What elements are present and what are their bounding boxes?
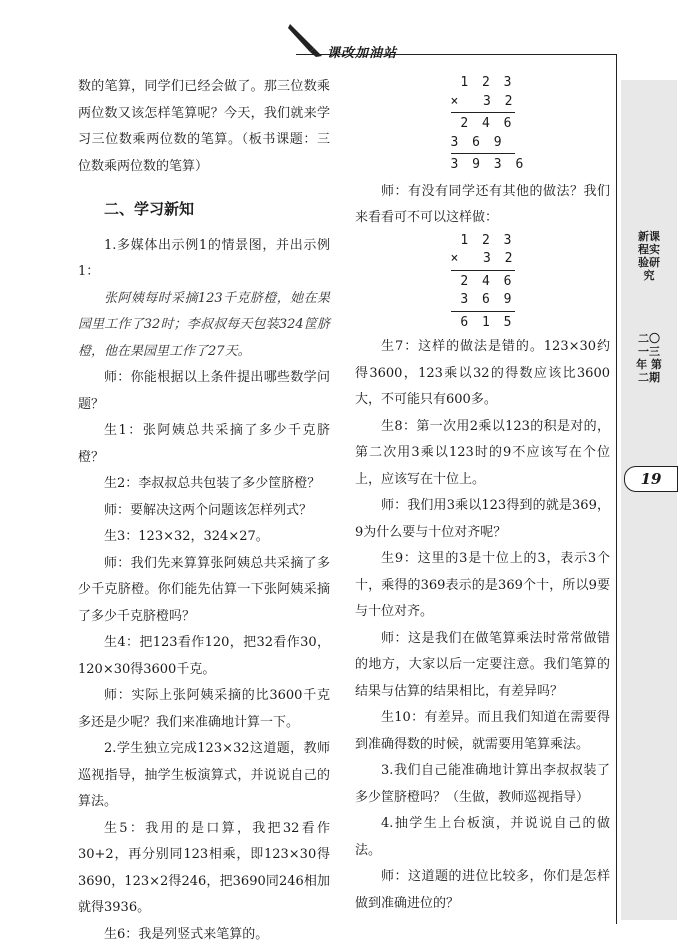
right-column bbox=[355, 74, 610, 917]
calc-partial-2: 3 6 9 bbox=[451, 134, 515, 153]
pen-nib-icon bbox=[286, 22, 326, 58]
calc-result: 6 1 5 bbox=[451, 314, 515, 333]
calc-result: 3 9 3 6 bbox=[451, 156, 515, 175]
calc-rule bbox=[451, 311, 515, 312]
paragraph: 师：这是我们在做笔算乘法时常常做错的地方，大家以后一定要注意。我们笔算的结果与估算的结果相比，有差异吗？ bbox=[355, 626, 610, 706]
paragraph: 生6：我是列竖式来笔算的。 bbox=[78, 922, 330, 948]
paragraph: 生5：我用的是口算，我把32看作30+2，再分别同123相乘，即123×30得3690，123×2得246，把3690同246相加就得3936。 bbox=[78, 816, 330, 922]
paragraph: 1.多媒体出示例1的情景图，并出示例1： bbox=[78, 233, 330, 286]
left-column bbox=[78, 74, 330, 948]
paragraph: 师：要解决这两个问题该怎样列式？ bbox=[78, 498, 330, 525]
paragraph: 师：我们用3乘以123得到的就是369，9为什么要与十位对齐呢？ bbox=[355, 493, 610, 546]
calc-multiplicand: 1 2 3 bbox=[451, 74, 515, 93]
calc-partial-2: 3 6 9 bbox=[451, 291, 515, 310]
paragraph: 2.学生独立完成123×32这道题，教师巡视指导，抽学生板演算式，并说说自己的算法。 bbox=[78, 736, 330, 816]
paragraph: 生7：这样的做法是错的。123×30约得3600，123乘以32的得数应该比3600大，不可能只有600多。 bbox=[355, 334, 610, 414]
page-number: 19 bbox=[624, 466, 678, 492]
example-text: 张阿姨每时采摘123千克脐橙，她在果园里工作了32时；李叔叔每天包装324筐脐橙，他在果园里工作了27天。 bbox=[78, 286, 330, 366]
paragraph: 师：有没有同学还有其他的做法？我们来看看可不可以这样做： bbox=[355, 179, 610, 232]
calc-partial-1: 2 4 6 bbox=[451, 115, 515, 134]
vertical-multiplication-1 bbox=[451, 74, 515, 175]
section-heading: 二、学习新知 bbox=[104, 196, 330, 223]
vertical-multiplication-2 bbox=[451, 232, 515, 333]
paragraph: 4.抽学生上台板演，并说说自己的做法。 bbox=[355, 811, 610, 864]
issue-label: 二〇一三年 第二期 bbox=[634, 332, 664, 384]
margin-rule bbox=[616, 54, 617, 924]
journal-name: 新课程实验研究 bbox=[634, 230, 664, 282]
calc-multiplier: × 3 2 bbox=[451, 250, 515, 269]
paragraph: 生10：有差异。而且我们知道在需要得到准确得数的时候，就需要用笔算乘法。 bbox=[355, 705, 610, 758]
paragraph: 3.我们自己能准确地计算出李叔叔装了多少筐脐橙吗？（生做，教师巡视指导） bbox=[355, 758, 610, 811]
sidebar-band bbox=[621, 80, 677, 920]
calc-rule bbox=[451, 270, 515, 271]
paragraph: 师：这道题的进位比较多，你们是怎样做到准确进位的？ bbox=[355, 864, 610, 917]
paragraph: 生4：把123看作120，把32看作30，120×30得3600千克。 bbox=[78, 630, 330, 683]
calc-multiplier: × 3 2 bbox=[451, 93, 515, 112]
paragraph: 生9：这里的3是十位上的3，表示3个十，乘得的369表示的是369个十，所以9要与十位对齐。 bbox=[355, 546, 610, 626]
paragraph: 师：实际上张阿姨采摘的比3600千克多还是少呢？我们来准确地计算一下。 bbox=[78, 683, 330, 736]
header-title: 课改加油站 bbox=[327, 42, 397, 61]
paragraph: 师：我们先来算算张阿姨总共采摘了多少千克脐橙。你们能先估算一下张阿姨采摘了多少千克脐橙吗？ bbox=[78, 551, 330, 631]
calc-rule bbox=[451, 112, 515, 113]
intro-paragraph: 数的笔算，同学们已经会做了。那三位数乘两位数又该怎样笔算呢？今天，我们就来学习三位数乘两位数的笔算。（板书课题：三位数乘两位数的笔算） bbox=[78, 74, 330, 180]
paragraph: 生2：李叔叔总共包装了多少筐脐橙？ bbox=[78, 471, 330, 498]
paragraph: 生8：第一次用2乘以123的积是对的，第二次用3乘以123时的9不应该写在个位上，应该写在十位上。 bbox=[355, 414, 610, 494]
paragraph: 生1：张阿姨总共采摘了多少千克脐橙？ bbox=[78, 418, 330, 471]
calc-rule bbox=[451, 153, 515, 154]
calc-multiplicand: 1 2 3 bbox=[451, 232, 515, 251]
paragraph: 师：你能根据以上条件提出哪些数学问题？ bbox=[78, 365, 330, 418]
calc-partial-1: 2 4 6 bbox=[451, 273, 515, 292]
header-rule bbox=[296, 54, 616, 55]
paragraph: 生3：123×32，324×27。 bbox=[78, 524, 330, 551]
